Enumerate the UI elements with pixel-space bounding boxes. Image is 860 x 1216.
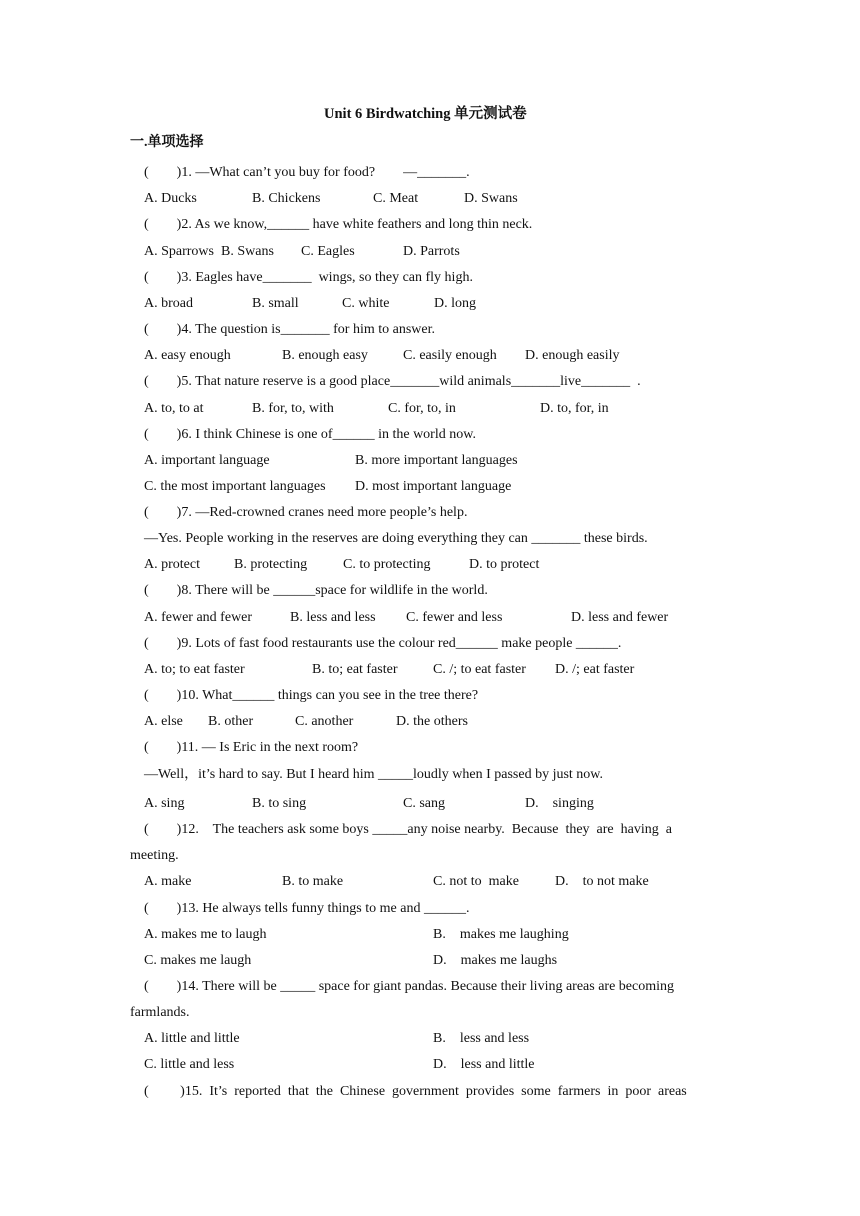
question-8-option-d: D. less and fewer [571,610,669,625]
question-11-option-a: A. sing [144,796,185,811]
question-13-option-d: D. makes me laughs [433,953,558,968]
question-9-option-d: D. /; eat faster [555,662,635,677]
question-6-option-c: C. the most important languages [144,479,326,494]
question-14-option-c: C. little and less [144,1057,235,1072]
question-4-option-b: B. enough easy [282,348,368,363]
question-14-option-a: A. little and little [144,1031,240,1046]
question-4-option-a: A. easy enough [144,348,231,363]
question-7-stem: ( )7. —Red-crowned cranes need more people’s help. [144,505,468,520]
question-12-option-b: B. to make [282,874,344,889]
page-title: Unit 6 Birdwatching 单元测试卷 [324,106,527,122]
question-2-option-d: D. Parrots [403,244,460,259]
question-11-stem: ( )11. — Is Eric in the next room? [144,740,359,755]
question-2-option-a: A. Sparrows [144,244,214,259]
question-3-option-b: B. small [252,296,299,311]
question-11-option-b: B. to sing [252,796,307,811]
question-7-stem-continued: —Yes. People working in the reserves are doing everything they can _______ these birds. [144,531,648,546]
question-1-stem: ( )1. —What can’t you buy for food? —_______. [144,165,470,180]
question-10-option-c: C. another [295,714,354,729]
question-13-option-c: C. makes me laugh [144,953,252,968]
question-12-option-d: D. to not make [555,874,649,889]
question-14-stem: ( )14. There will be _____ space for giant pandas. Because their living areas are becoming [144,979,675,994]
question-9-option-b: B. to; eat faster [312,662,398,677]
question-5-option-c: C. for, to, in [388,401,456,416]
question-1-option-c: C. Meat [373,191,419,206]
question-13-option-b: B. makes me laughing [433,927,569,942]
question-6-option-d: D. most important language [355,479,512,494]
question-4-option-c: C. easily enough [403,348,497,363]
question-1-option-d: D. Swans [464,191,518,206]
question-13-stem: ( )13. He always tells funny things to me and ______. [144,901,470,916]
question-14-option-b: B. less and less [433,1031,530,1046]
question-12-stem: ( )12. The teachers ask some boys _____any noise nearby. Because they are having a [144,822,672,837]
question-7-option-b: B. protecting [234,557,308,572]
question-11-option-d: D. singing [525,796,594,811]
question-11-option-c: C. sang [403,796,445,811]
question-12-option-c: C. not to make [433,874,519,889]
question-8-stem: ( )8. There will be ______space for wildlife in the world. [144,583,488,598]
question-3-option-d: D. long [434,296,476,311]
question-10-option-a: A. else [144,714,183,729]
question-6-option-b: B. more important languages [355,453,518,468]
question-6-stem: ( )6. I think Chinese is one of______ in the world now. [144,427,476,442]
question-3-option-a: A. broad [144,296,193,311]
question-9-option-a: A. to; to eat faster [144,662,245,677]
question-14-stem-continued: farmlands. [130,1005,190,1020]
question-8-option-a: A. fewer and fewer [144,610,253,625]
question-4-option-d: D. enough easily [525,348,620,363]
question-10-option-d: D. the others [396,714,468,729]
question-2-stem: ( )2. As we know,______ have white feathers and long thin neck. [144,217,533,232]
question-13-option-a: A. makes me to laugh [144,927,267,942]
question-6-option-a: A. important language [144,453,270,468]
question-2-option-c: C. Eagles [301,244,355,259]
question-4-stem: ( )4. The question is_______ for him to answer. [144,322,435,337]
question-8-option-b: B. less and less [290,610,376,625]
question-1-option-b: B. Chickens [252,191,321,206]
question-1-option-a: A. Ducks [144,191,197,206]
question-10-stem: ( )10. What______ things can you see in the tree there? [144,688,479,703]
question-3-stem: ( )3. Eagles have_______ wings, so they can fly high. [144,270,473,285]
question-10-option-b: B. other [208,714,254,729]
question-11-stem-continued: —Well，it’s hard to say. But I heard him _____loudly when I passed by just now. [144,767,603,782]
question-7-option-d: D. to protect [469,557,540,572]
question-14-option-d: D. less and little [433,1057,535,1072]
question-9-stem: ( )9. Lots of fast food restaurants use the colour red______ make people ______. [144,636,622,651]
question-8-option-c: C. fewer and less [406,610,503,625]
question-5-option-b: B. for, to, with [252,401,334,416]
question-7-option-a: A. protect [144,557,200,572]
question-5-option-a: A. to, to at [144,401,204,416]
question-12-option-a: A. make [144,874,192,889]
question-5-option-d: D. to, for, in [540,401,609,416]
question-7-option-c: C. to protecting [343,557,431,572]
question-9-option-c: C. /; to eat faster [433,662,526,677]
question-3-option-c: C. white [342,296,390,311]
question-2-option-b: B. Swans [221,244,274,259]
question-12-stem-continued: meeting. [130,848,179,863]
question-5-stem: ( )5. That nature reserve is a good place_______wild animals_______live_______ . [144,374,641,389]
question-15-stem: ( )15. It’s reported that the Chinese government provides some farmers in poor areas [144,1084,687,1099]
section-heading: 一.单项选择 [130,135,204,150]
